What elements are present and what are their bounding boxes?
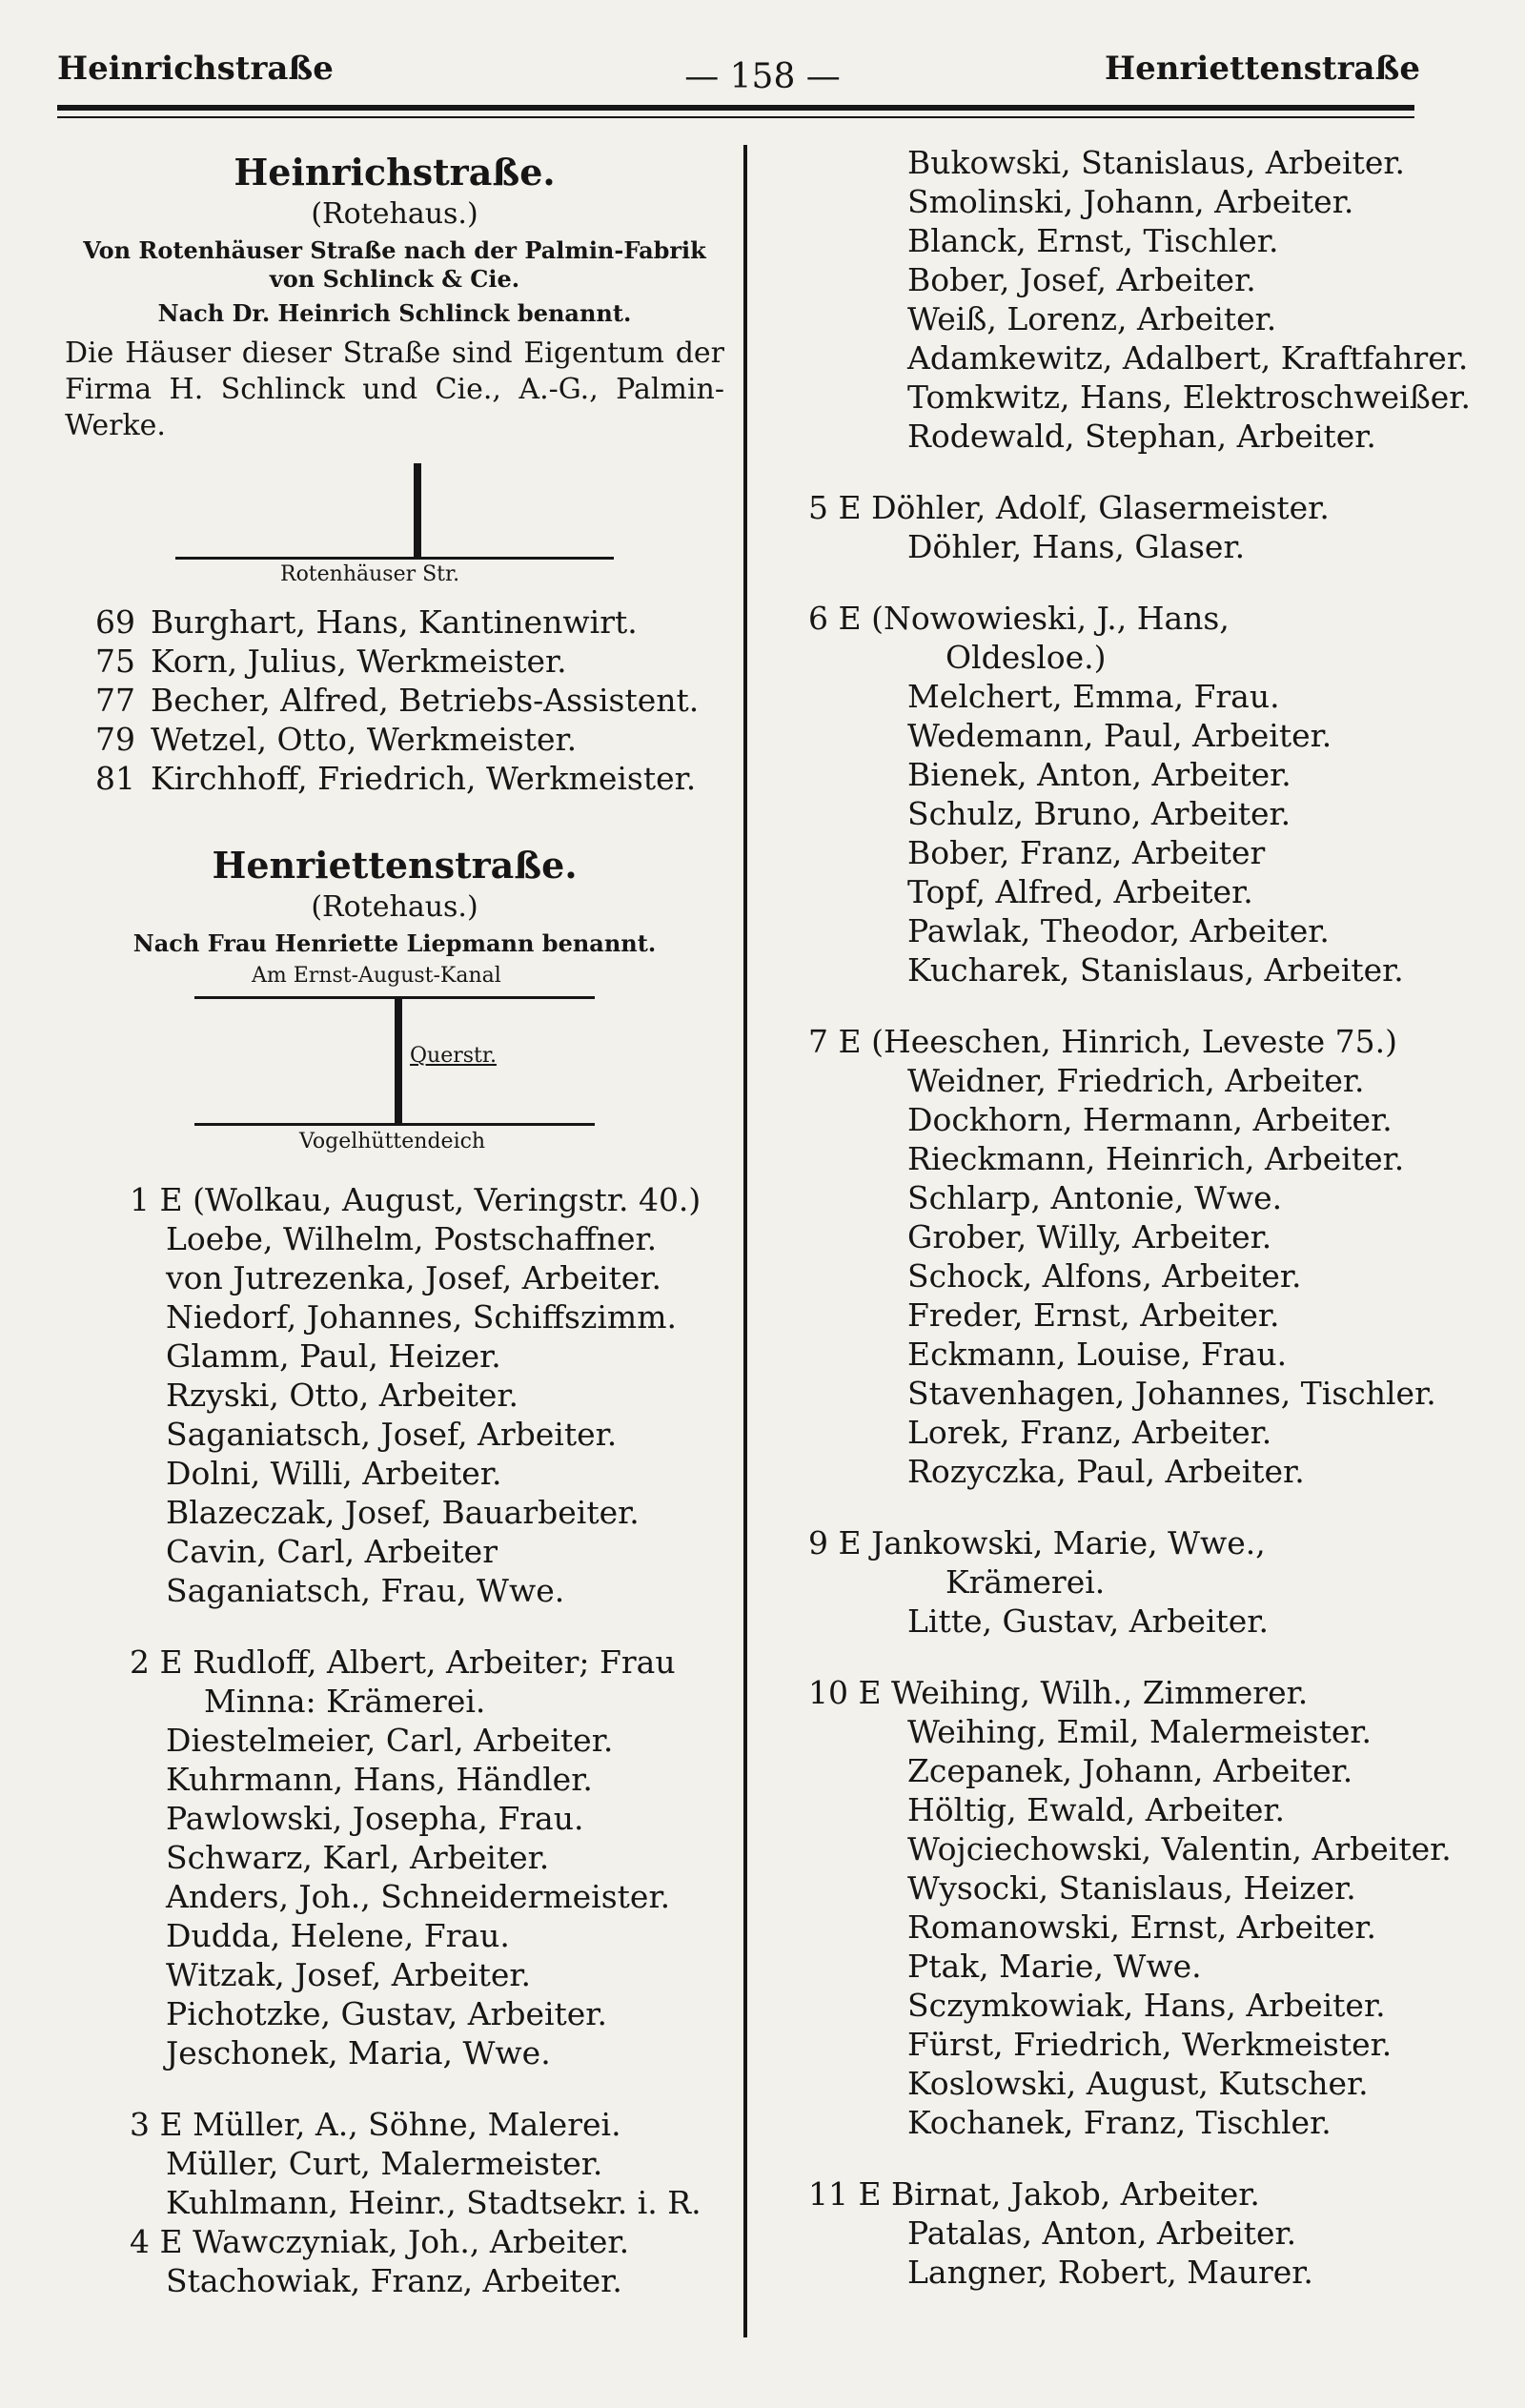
resident-line: Stachowiak, Franz, Arbeiter. <box>166 2262 622 2299</box>
house-first-line: 1 E (Wolkau, August, Veringstr. 40.) <box>130 1181 702 1218</box>
header-rule-thick <box>57 105 1414 111</box>
resident-line: Fürst, Friedrich, Werkmeister. <box>907 2026 1393 2063</box>
resident-line: Eckmann, Louise, Frau. <box>907 1336 1288 1373</box>
house-first-line: 5 E Döhler, Adolf, Glasermeister. <box>808 489 1330 526</box>
street-route: Von Rotenhäuser Straße nach der Palmin-Fabrik von Schlinck & Cie. <box>83 236 706 293</box>
resident-text: Kirchhoff, Friedrich, Werkmeister. <box>151 760 697 797</box>
resident-line <box>59 602 730 642</box>
house-first-line: 9 E Jankowski, Marie, Wwe., <box>808 1524 1266 1561</box>
resident-line <box>59 681 730 720</box>
resident-line: Ptak, Marie, Wwe. <box>907 1948 1202 1985</box>
map-bottom-line <box>194 1123 595 1126</box>
resident-line: Dolni, Willi, Arbeiter. <box>166 1455 502 1492</box>
street-district: (Rotehaus.) <box>311 890 478 924</box>
resident-line: Bober, Josef, Arbeiter. <box>907 261 1256 298</box>
resident-line: Pawlowski, Josepha, Frau. <box>166 1800 584 1837</box>
resident-line: Anders, Joh., Schneidermeister. <box>166 1878 671 1915</box>
resident-line: Koslowski, August, Kutscher. <box>907 2065 1369 2102</box>
resident-line <box>59 720 730 759</box>
resident-line: Niedorf, Johannes, Schiffszimm. <box>166 1298 678 1336</box>
resident-line: Patalas, Anton, Arbeiter. <box>907 2214 1297 2252</box>
resident-line: Kochanek, Franz, Tischler. <box>907 2104 1332 2141</box>
house-entry <box>801 2174 1458 2292</box>
map-cross-street-line <box>175 557 614 560</box>
resident-line: Weiß, Lorenz, Arbeiter. <box>907 300 1277 337</box>
house-entry <box>59 2105 730 2222</box>
resident-line: Rzyski, Otto, Arbeiter. <box>166 1377 519 1414</box>
resident-line: Kuhlmann, Heinr., Stadtsekr. i. R. <box>166 2184 702 2221</box>
house-first-line: 2 E Rudloff, Albert, Arbeiter; Frau <box>130 1643 676 1681</box>
resident-line: Weihing, Emil, Malermeister. <box>907 1713 1372 1750</box>
resident-line: Rodewald, Stephan, Arbeiter. <box>907 418 1376 455</box>
resident-line <box>59 642 730 681</box>
resident-line: Saganiatsch, Frau, Wwe. <box>166 1572 565 1609</box>
street-map-sketch <box>175 463 614 586</box>
resident-text: Burghart, Hans, Kantinenwirt. <box>151 603 638 641</box>
house-number: 79 <box>95 721 135 758</box>
street-named-after: Nach Dr. Heinrich Schlinck benannt. <box>157 299 632 327</box>
house-entry <box>801 599 1458 990</box>
resident-line: Kucharek, Stanislaus, Arbeiter. <box>907 951 1404 989</box>
resident-line: von Jutrezenka, Josef, Arbeiter. <box>166 1259 661 1296</box>
resident-line: Langner, Robert, Maurer. <box>907 2254 1313 2291</box>
street-map-sketch <box>194 964 595 1159</box>
resident-line <box>59 759 730 798</box>
house-first-line: 4 E Wawczyniak, Joh., Arbeiter. <box>130 2223 630 2260</box>
resident-line: Grober, Willy, Arbeiter. <box>907 1218 1272 1255</box>
map-street-line <box>395 999 402 1123</box>
house-entry <box>801 1673 1458 2142</box>
street-named-after: Nach Frau Henriette Liepmann benannt. <box>132 929 657 957</box>
house-entry <box>801 1523 1458 1641</box>
map-label-side: Querstr. <box>410 1044 497 1068</box>
street-district: (Rotehaus.) <box>311 197 478 231</box>
house-continuation-line: Oldesloe.) <box>946 639 1107 676</box>
resident-line: Smolinski, Johann, Arbeiter. <box>907 183 1354 220</box>
house-first-line: 7 E (Heeschen, Hinrich, Leveste 75.) <box>808 1023 1398 1060</box>
resident-text: Wetzel, Otto, Werkmeister. <box>151 721 578 758</box>
street-title: Henriettenstraße. <box>212 844 578 887</box>
house-entry <box>59 1643 730 2072</box>
house-number: 77 <box>95 682 135 719</box>
map-label-bottom: Vogelhüttendeich <box>299 1130 486 1153</box>
street-entries <box>59 602 730 798</box>
house-entry <box>59 2222 730 2300</box>
resident-line: Tomkwitz, Hans, Elektroschweißer. <box>907 378 1471 416</box>
resident-line: Wedemann, Paul, Arbeiter. <box>907 717 1332 754</box>
street-section-henriettenstrasse <box>59 844 730 2300</box>
resident-line: Zcepanek, Johann, Arbeiter. <box>907 1752 1353 1789</box>
column-divider <box>743 145 747 2337</box>
resident-line: Cavin, Carl, Arbeiter <box>166 1533 498 1570</box>
page-number: — 158 — <box>684 57 841 96</box>
resident-line: Melchert, Emma, Frau. <box>907 678 1280 715</box>
resident-line: Schwarz, Karl, Arbeiter. <box>166 1839 550 1876</box>
resident-line: Bienek, Anton, Arbeiter. <box>907 756 1291 793</box>
running-header-left: Heinrichstraße <box>57 50 334 88</box>
house-number: 69 <box>95 603 135 641</box>
house-continuation-line: Krämerei. <box>946 1563 1106 1601</box>
house-number: 81 <box>95 760 135 797</box>
house-continuation-line: Minna: Krämerei. <box>204 1683 486 1720</box>
map-street-line <box>414 463 421 557</box>
resident-line: Freder, Ernst, Arbeiter. <box>907 1296 1280 1334</box>
resident-line: Pawlak, Theodor, Arbeiter. <box>907 912 1330 949</box>
resident-line: Stavenhagen, Johannes, Tischler. <box>907 1375 1436 1412</box>
resident-line: Glamm, Paul, Heizer. <box>166 1337 501 1375</box>
house-first-line: 10 E Weihing, Wilh., Zimmerer. <box>808 1674 1309 1711</box>
resident-line: Saganiatsch, Josef, Arbeiter. <box>166 1416 618 1453</box>
resident-line: Bukowski, Stanislaus, Arbeiter. <box>907 144 1406 181</box>
house-entry <box>59 1180 730 1610</box>
resident-line: Rozyczka, Paul, Arbeiter. <box>907 1453 1305 1490</box>
house-first-line: 3 E Müller, A., Söhne, Malerei. <box>130 2106 621 2143</box>
resident-line: Diestelmeier, Carl, Arbeiter. <box>166 1722 614 1759</box>
resident-line: Schlarp, Antonie, Wwe. <box>907 1179 1283 1216</box>
left-column <box>59 143 730 2300</box>
house-entry <box>801 488 1458 566</box>
resident-line: Bober, Franz, Arbeiter <box>907 834 1266 871</box>
map-label: Rotenhäuser Str. <box>280 562 460 586</box>
house-entry <box>801 1022 1458 1491</box>
resident-line: Pichotzke, Gustav, Arbeiter. <box>166 1995 607 2032</box>
house-first-line: 11 E Birnat, Jakob, Arbeiter. <box>808 2175 1260 2213</box>
resident-line: Schock, Alfons, Arbeiter. <box>907 1257 1302 1295</box>
street-note: Die Häuser dieser Straße sind Eigentum der Firma H. Schlinck und Cie., A.-G., Palmin-Werke. <box>65 337 724 442</box>
resident-text: Korn, Julius, Werkmeister. <box>151 643 567 680</box>
street-title: Heinrichstraße. <box>234 151 556 194</box>
resident-line: Lorek, Franz, Arbeiter. <box>907 1414 1272 1451</box>
resident-line: Loebe, Wilhelm, Postschaffner. <box>166 1220 658 1257</box>
header-rule-thin <box>57 116 1414 118</box>
resident-line: Blazeczak, Josef, Bauarbeiter. <box>166 1494 640 1531</box>
house-number: 75 <box>95 643 135 680</box>
resident-line: Döhler, Hans, Glaser. <box>907 528 1246 565</box>
resident-line: Weidner, Friedrich, Arbeiter. <box>907 1062 1365 1099</box>
resident-line: Wysocki, Stanislaus, Heizer. <box>907 1869 1356 1907</box>
map-label-top: Am Ernst-August-Kanal <box>252 964 501 988</box>
resident-line: Jeschonek, Maria, Wwe. <box>166 2034 551 2071</box>
resident-line: Romanowski, Ernst, Arbeiter. <box>907 1908 1377 1946</box>
resident-line: Sczymkowiak, Hans, Arbeiter. <box>907 1987 1386 2024</box>
house-first-line: 6 E (Nowowieski, J., Hans, <box>808 600 1230 637</box>
house-entries <box>801 488 1458 2292</box>
resident-line: Witzak, Josef, Arbeiter. <box>166 1956 532 1993</box>
resident-line: Wojciechowski, Valentin, Arbeiter. <box>907 1830 1452 1867</box>
resident-line: Blanck, Ernst, Tischler. <box>907 222 1279 259</box>
resident-text: Becher, Alfred, Betriebs-Assistent. <box>151 682 700 719</box>
resident-line: Dockhorn, Hermann, Arbeiter. <box>907 1101 1393 1138</box>
running-header-right: Henriettenstraße <box>1105 50 1420 88</box>
street-section-heinrichstrasse <box>59 151 730 798</box>
right-column <box>801 143 1471 2292</box>
resident-line: Adamkewitz, Adalbert, Kraftfahrer. <box>907 339 1469 377</box>
resident-line: Schulz, Bruno, Arbeiter. <box>907 795 1291 832</box>
continued-entries <box>801 143 1471 456</box>
resident-line: Rieckmann, Heinrich, Arbeiter. <box>907 1140 1405 1177</box>
resident-line: Müller, Curt, Malermeister. <box>166 2145 603 2182</box>
street-entries <box>59 1180 730 2300</box>
resident-line: Höltig, Ewald, Arbeiter. <box>907 1791 1286 1828</box>
resident-line: Kuhrmann, Hans, Händler. <box>166 1761 593 1798</box>
resident-line: Litte, Gustav, Arbeiter. <box>907 1602 1269 1640</box>
resident-line: Topf, Alfred, Arbeiter. <box>907 873 1253 910</box>
resident-line: Dudda, Helene, Frau. <box>166 1917 510 1954</box>
